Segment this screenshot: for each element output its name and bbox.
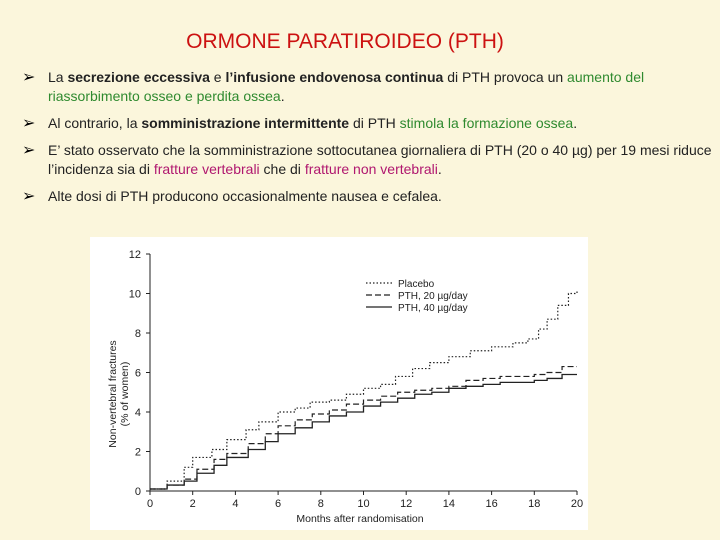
x-tick-label: 2 (189, 498, 196, 510)
y-axis-label-line: (% of women) (119, 361, 131, 427)
x-tick-label: 18 (528, 498, 541, 510)
bullet-segment: fratture non vertebrali (304, 161, 438, 177)
arrow-bullet-icon: ➢ (22, 69, 36, 86)
y-tick-label: 0 (134, 486, 141, 498)
fracture-chart-figure (90, 237, 588, 530)
x-tick-label: 10 (357, 498, 370, 510)
bullet-segment: aumento del riassorbimento osseo e perdita ossea (48, 69, 645, 104)
y-axis-label (107, 340, 131, 447)
x-tick-label: 8 (317, 498, 324, 510)
legend-label: PTH, 40 µg/day (398, 303, 468, 314)
bullet-item (22, 187, 712, 206)
slide-title: ORMONE PARATIROIDEO (PTH) (186, 30, 504, 53)
bullet-item (22, 141, 712, 179)
y-axis-label-line: Non-vertebral fractures (107, 340, 119, 448)
arrow-bullet-icon: ➢ (22, 188, 36, 205)
x-tick-label: 14 (442, 498, 456, 510)
y-tick-label: 8 (134, 328, 141, 340)
bullet-text (48, 187, 442, 206)
x-tick-label: 6 (275, 498, 282, 510)
x-tick-label: 12 (400, 498, 413, 510)
bullet-text (48, 114, 577, 133)
bullet-segment: Al contrario, la (48, 115, 142, 131)
chart-legend (366, 279, 468, 314)
bullet-segment: . (573, 115, 578, 131)
arrow-bullet-icon: ➢ (22, 115, 36, 132)
chart-series-lines (150, 292, 577, 490)
bullet-segment: stimola la formazione ossea (399, 115, 574, 131)
y-tick-label: 12 (128, 249, 141, 261)
arrow-bullet-icon: ➢ (22, 142, 36, 159)
bullet-segment: E’ stato osservato che la somministrazione sottocutanea giornaliera di PTH (20 o 40 µg) per 19 mesi riduce l’incidenza sia di (48, 142, 712, 177)
bullet-text (48, 68, 712, 106)
y-tick-label: 2 (134, 446, 141, 459)
legend-label: PTH, 20 µg/day (398, 291, 468, 302)
y-tick-label: 6 (134, 367, 141, 380)
bullet-segment: fratture vertebrali (153, 161, 260, 177)
bullet-segment: somministrazione intermittente (141, 115, 350, 131)
bullet-item (22, 114, 712, 133)
bullet-segment: di PTH provoca un (443, 69, 568, 85)
bullet-item (22, 68, 712, 106)
x-tick-label: 20 (570, 498, 584, 510)
fracture-chart (90, 237, 588, 530)
bullet-list (22, 68, 712, 214)
bullet-segment: l’infusione endovenosa continua (225, 69, 444, 85)
bullet-text (48, 141, 712, 179)
bullet-segment: . (437, 161, 442, 177)
x-tick-label: 16 (485, 498, 498, 510)
bullet-segment: . (280, 88, 285, 104)
series-line (150, 374, 577, 489)
y-tick-label: 10 (128, 288, 141, 301)
x-tick-label: 4 (232, 498, 239, 510)
x-tick-label: 0 (146, 498, 154, 510)
bullet-segment: che di (259, 161, 305, 177)
bullet-segment: secrezione eccessiva (67, 69, 210, 85)
x-axis-label: Months after randomisation (296, 513, 424, 525)
bullet-segment: e (209, 69, 226, 85)
legend-label: Placebo (398, 279, 435, 290)
y-tick-label: 4 (134, 407, 141, 419)
bullet-segment: di PTH (349, 115, 400, 131)
bullet-segment: La (48, 69, 68, 85)
bullet-segment: Alte dosi di PTH producono occasionalmente nausea e cefalea. (48, 188, 442, 204)
